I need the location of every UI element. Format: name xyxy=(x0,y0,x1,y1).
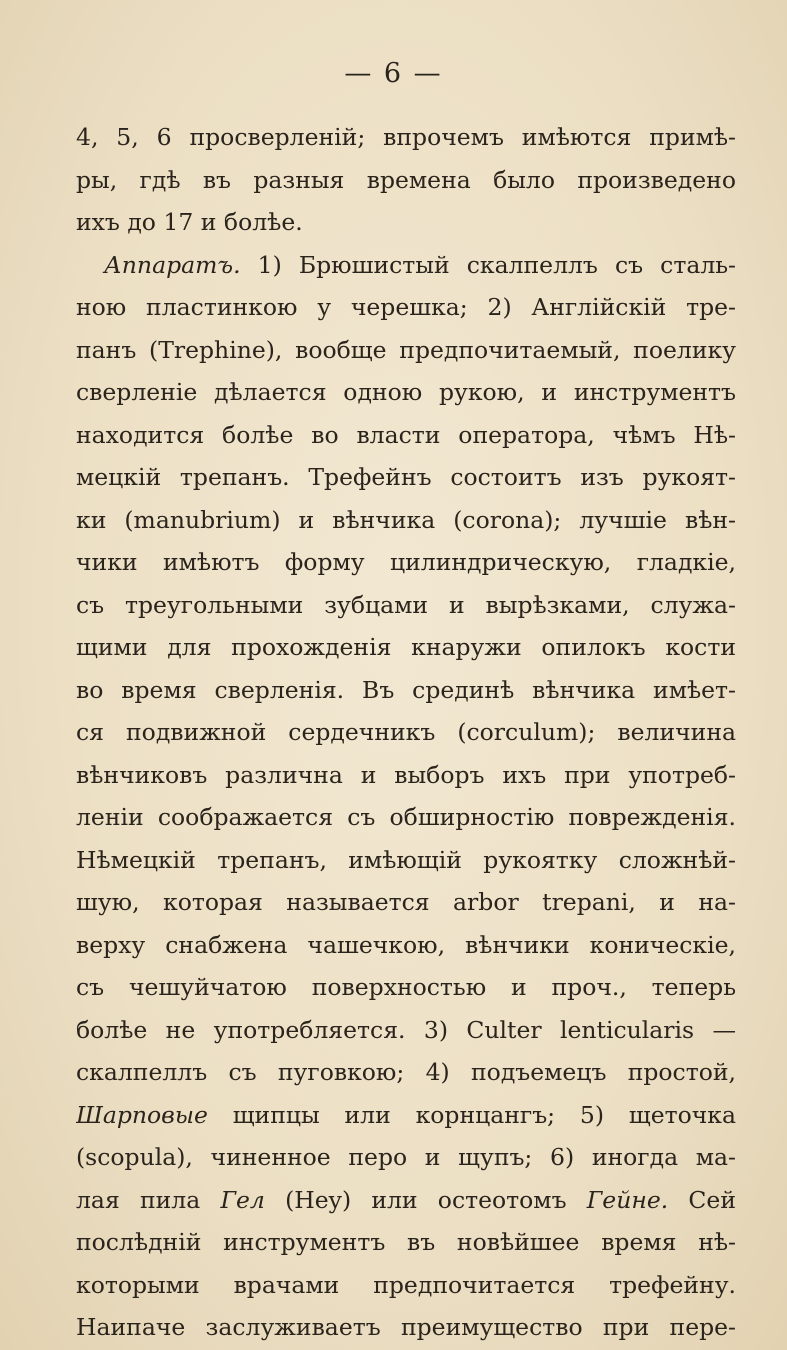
text-line xyxy=(76,1094,736,1137)
text-span: панъ (Trephine), вообще предпочитаемый, поелику xyxy=(76,335,736,364)
body-text xyxy=(76,116,736,1349)
page-number: — 6 — xyxy=(344,58,443,89)
text-span: сверленіе дѣлается одною рукою, и инструментъ xyxy=(76,378,736,406)
text-span: 1) Брюшистый скалпеллъ съ сталь- xyxy=(240,250,736,279)
text-line xyxy=(76,1136,736,1179)
text-span: вѣнчиковъ различна и выборъ ихъ при употреб- xyxy=(76,760,736,789)
text-line xyxy=(76,286,736,329)
text-line xyxy=(76,414,736,457)
text-line xyxy=(76,966,736,1009)
text-line xyxy=(76,1264,736,1307)
text-span: скалпеллъ съ пуговкою; 4) подъемецъ простой, xyxy=(76,1058,736,1086)
text-line xyxy=(76,116,736,159)
text-span: (Hey) или остеотомъ xyxy=(264,1185,587,1214)
text-span: (scopula), чиненное перо и щупъ; 6) иногда ма- xyxy=(76,1143,736,1171)
italic-text: Аппаратъ. xyxy=(104,250,241,279)
text-span: лая пила xyxy=(76,1185,221,1214)
text-line xyxy=(76,924,736,967)
text-line xyxy=(76,881,736,924)
text-line xyxy=(76,796,736,839)
text-span: щипцы или корнцангъ; 5) щеточка xyxy=(207,1100,736,1129)
text-line xyxy=(76,499,736,542)
text-line xyxy=(76,329,736,372)
text-span: находится болѣе во власти оператора, чѣмъ Нѣ- xyxy=(76,420,736,449)
text-span: съ треугольными зубцами и вырѣзками, служа- xyxy=(76,590,736,619)
text-span: щими для прохожденія кнаружи опилокъ кости xyxy=(76,633,736,661)
text-span: 4, 5, 6 просверленій; впрочемъ имѣются примѣ- xyxy=(76,123,736,151)
text-span: верху снабжена чашечкою, вѣнчики коническіе, xyxy=(76,930,736,959)
text-line xyxy=(76,584,736,627)
text-span: болѣе не употребляется. 3) Culter lenticularis — xyxy=(76,1015,736,1044)
text-line xyxy=(76,839,736,882)
text-line xyxy=(76,371,736,414)
text-line xyxy=(76,541,736,584)
text-span: ихъ до 17 и болѣе. xyxy=(76,208,303,236)
text-line xyxy=(76,1306,736,1349)
text-span: ры, гдѣ въ разныя времена было произведено xyxy=(76,165,736,194)
text-span: во время сверленія. Въ срединѣ вѣнчика имѣет- xyxy=(76,675,736,704)
text-span: съ чешуйчатою поверхностью и проч., теперь xyxy=(76,973,736,1001)
text-span: которыми врачами предпочитается трефейну. xyxy=(76,1270,736,1299)
text-line xyxy=(76,1179,736,1222)
text-span: послѣдній инструментъ въ новѣйшее время нѣ- xyxy=(76,1228,736,1256)
text-line xyxy=(76,1051,736,1094)
text-span: ною пластинкою у черешка; 2) Англійскій тре- xyxy=(76,293,736,321)
text-line xyxy=(76,754,736,797)
text-line xyxy=(76,711,736,754)
text-line xyxy=(76,456,736,499)
text-span: Наипаче заслуживаетъ преимущество при пере- xyxy=(76,1313,736,1341)
italic-text: Гейне. xyxy=(586,1185,669,1214)
text-line xyxy=(76,1221,736,1264)
text-span: леніи соображается съ обширностію поврежденія. xyxy=(76,803,736,831)
text-line xyxy=(76,201,736,244)
text-line xyxy=(76,244,736,287)
text-line xyxy=(76,669,736,712)
text-span: Нѣмецкій трепанъ, имѣющій рукоятку сложнѣй- xyxy=(76,845,736,874)
text-line xyxy=(76,626,736,669)
italic-text: Гел xyxy=(220,1185,265,1214)
text-span: ки (manubrium) и вѣнчика (corona); лучшіе вѣн- xyxy=(76,505,736,534)
text-span: чики имѣютъ форму цилиндрическую, гладкіе, xyxy=(76,548,736,576)
text-span: ся подвижной сердечникъ (corculum); величина xyxy=(76,718,736,746)
text-line xyxy=(76,159,736,202)
text-span: мецкій трепанъ. Трефейнъ состоитъ изъ рукоят- xyxy=(76,463,736,491)
italic-text: Шарповые xyxy=(76,1100,208,1129)
text-span: шую, которая называется arbor trepani, и на- xyxy=(76,888,736,916)
text-line xyxy=(76,1009,736,1052)
text-span: Сей xyxy=(668,1185,736,1214)
